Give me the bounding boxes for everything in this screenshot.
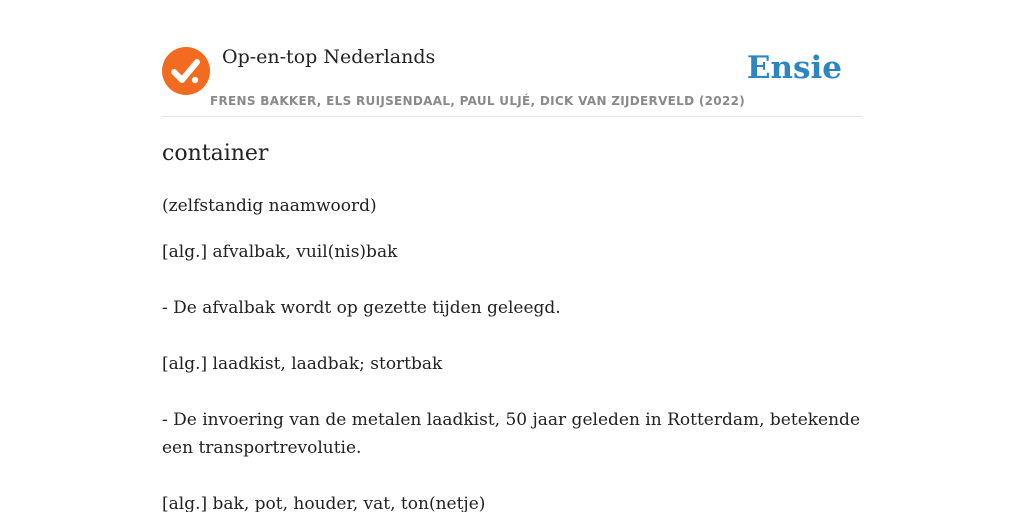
definition-line: [alg.] laadkist, laadbak; stortbak bbox=[162, 354, 443, 374]
definition-line: [alg.] bak, pot, houder, vat, ton(netje) bbox=[162, 494, 486, 512]
source-logo bbox=[162, 47, 210, 95]
source-header bbox=[162, 0, 862, 117]
definition-line: [alg.] afvalbak, vuil(nis)bak bbox=[162, 242, 398, 262]
source-title[interactable]: Op-en-top Nederlands bbox=[222, 46, 436, 68]
source-authors: FRENS BAKKER, ELS RUIJSENDAAL, PAUL ULJÉ, DICK VAN ZIJDERVELD (2022) bbox=[210, 94, 746, 108]
part-of-speech: (zelfstandig naamwoord) bbox=[162, 196, 377, 216]
example-line: - De invoering van de metalen laadkist, 50 jaar geleden in Rotterdam, betekende een transportrevolutie. bbox=[162, 410, 861, 458]
entry-headword: container bbox=[162, 141, 269, 166]
entry-content bbox=[162, 138, 862, 512]
checkmark-icon bbox=[162, 47, 210, 95]
example-line: - De afvalbak wordt op gezette tijden geleegd. bbox=[162, 298, 561, 318]
ensie-logo-link[interactable]: Ensie bbox=[746, 50, 842, 86]
